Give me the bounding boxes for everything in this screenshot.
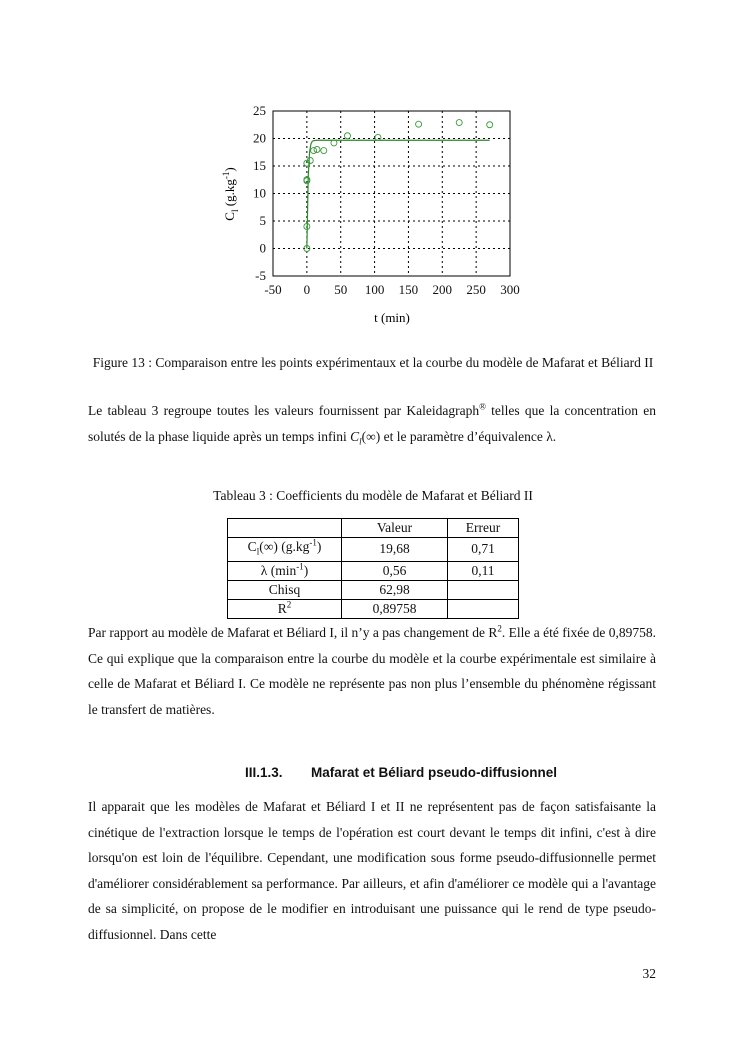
- text: Par rapport au modèle de Mafarat et Béliard I, il n’y a pas changement de R: [88, 625, 498, 640]
- table-header-row: [228, 519, 519, 538]
- symbol-sub: l: [359, 436, 362, 447]
- page-number: 32: [642, 966, 656, 981]
- svg-text:25: 25: [253, 103, 266, 118]
- symbol-c: C: [350, 428, 360, 444]
- table-caption: Tableau 3 : Coefficients du modèle de Mafarat et Béliard II: [213, 488, 533, 503]
- experimental-points: [304, 120, 493, 252]
- model-curve: [307, 140, 490, 248]
- row-label: $C_l(\infty)$ $(g.kg^{-1})$: [228, 538, 342, 562]
- data-point: [487, 122, 493, 128]
- data-point: [375, 134, 381, 140]
- paragraph-comparison: [88, 620, 656, 722]
- section-title: Mafarat et Béliard pseudo-diffusionnel: [311, 765, 558, 780]
- row-label: $R^2$: [228, 599, 342, 618]
- svg-text:50: 50: [334, 282, 348, 297]
- svg-text:Cl (g.kg-1): $C_l$ $(g.kg^{-1})$: [221, 167, 240, 221]
- section-number: III.1.3.: [245, 765, 283, 780]
- header-cell: Valeur: [342, 519, 448, 538]
- error-cell: [448, 599, 519, 618]
- data-point: [314, 147, 320, 153]
- text: telles que la concentration en solutés de la phase liquide après un temps infini: [88, 403, 656, 444]
- y-axis-label: [221, 167, 240, 220]
- svg-text:20: 20: [253, 130, 266, 146]
- data-point: [416, 121, 422, 127]
- text: . Elle a été fixée de 0,89758. Ce qui explique que la comparaison entre la courbe du modèle et la courbe expérimentale est similaire à celle de Mafarat et Béliard I. Ce modèle ne représente pas non plus l’ensemble du phénomène régissant le transfert de matières.: [88, 625, 656, 717]
- error-cell: 0,71: [448, 538, 519, 562]
- table-row: [228, 561, 519, 580]
- svg-text:10: 10: [253, 185, 266, 201]
- svg-text:-5: -5: [255, 268, 266, 283]
- row-label: Chisq: [228, 580, 342, 599]
- svg-text:100: 100: [364, 282, 385, 297]
- row-label: λ $(\min^{-1})$: [228, 561, 342, 580]
- data-point: [321, 148, 327, 154]
- svg-text:15: 15: [253, 158, 266, 173]
- table-row: [228, 538, 519, 562]
- value-cell: 0,89758: [342, 599, 448, 618]
- table-row: [228, 599, 519, 618]
- figure-caption: Figure 13 : Comparaison entre les points expérimentaux et la courbe du modèle de Mafarat et Béliard II: [92, 355, 654, 370]
- coefficients-table: [227, 518, 519, 619]
- svg-text:0: 0: [259, 240, 266, 256]
- paragraph-intro-table: [88, 398, 656, 455]
- section-heading: [245, 765, 557, 780]
- error-cell: 0,11: [448, 561, 519, 580]
- figure-13-chart: [0, 0, 745, 340]
- registered-mark: ®: [479, 401, 486, 412]
- value-cell: 0,56: [342, 561, 448, 580]
- header-cell: [228, 519, 342, 538]
- svg-text:150: 150: [398, 282, 419, 297]
- value-cell: 62,98: [342, 580, 448, 599]
- symbol-arg: (∞): [361, 428, 381, 444]
- svg-text:0: 0: [303, 282, 311, 297]
- y-axis-ticks: [253, 103, 266, 283]
- data-point: [344, 133, 350, 139]
- error-cell: [448, 580, 519, 599]
- header-cell: Erreur: [448, 519, 519, 538]
- text: et le paramètre d’équivalence λ.: [380, 428, 557, 444]
- superscript: 2: [497, 623, 502, 634]
- value-cell: 19,68: [342, 538, 448, 562]
- svg-text:250: 250: [466, 282, 486, 297]
- data-point: [456, 120, 462, 126]
- text: Le tableau 3 regroupe toutes les valeurs fournissent par Kaleidagraph: [88, 403, 480, 418]
- x-axis-ticks: [264, 282, 519, 297]
- svg-text:200: 200: [432, 282, 453, 297]
- svg-text:300: 300: [500, 282, 520, 297]
- svg-text:5: 5: [259, 213, 266, 228]
- x-axis-label: t (min): [374, 310, 410, 325]
- svg-text:-50: -50: [264, 282, 282, 297]
- paragraph-pseudo-diffusion: Il apparait que les modèles de Mafarat et Béliard I et II ne représentent pas de façon satisfaisante la cinétique de l'extraction lorsque le temps de l'opération est court devant le temps dit infini, c'est à dire lorsqu'on est loin de l'équilibre. Cependant, une modification sous forme pseudo-diffusionnelle permet d'améliorer considérablement sa performance. Par ailleurs, et afin d'améliorer ce modèle qui a l'avantage de sa simplicité, on propose de le modifier en introduisant une puissance qui le rend de type pseudo-diffusionnel. Dans cette: [88, 799, 656, 942]
- table-row: [228, 580, 519, 599]
